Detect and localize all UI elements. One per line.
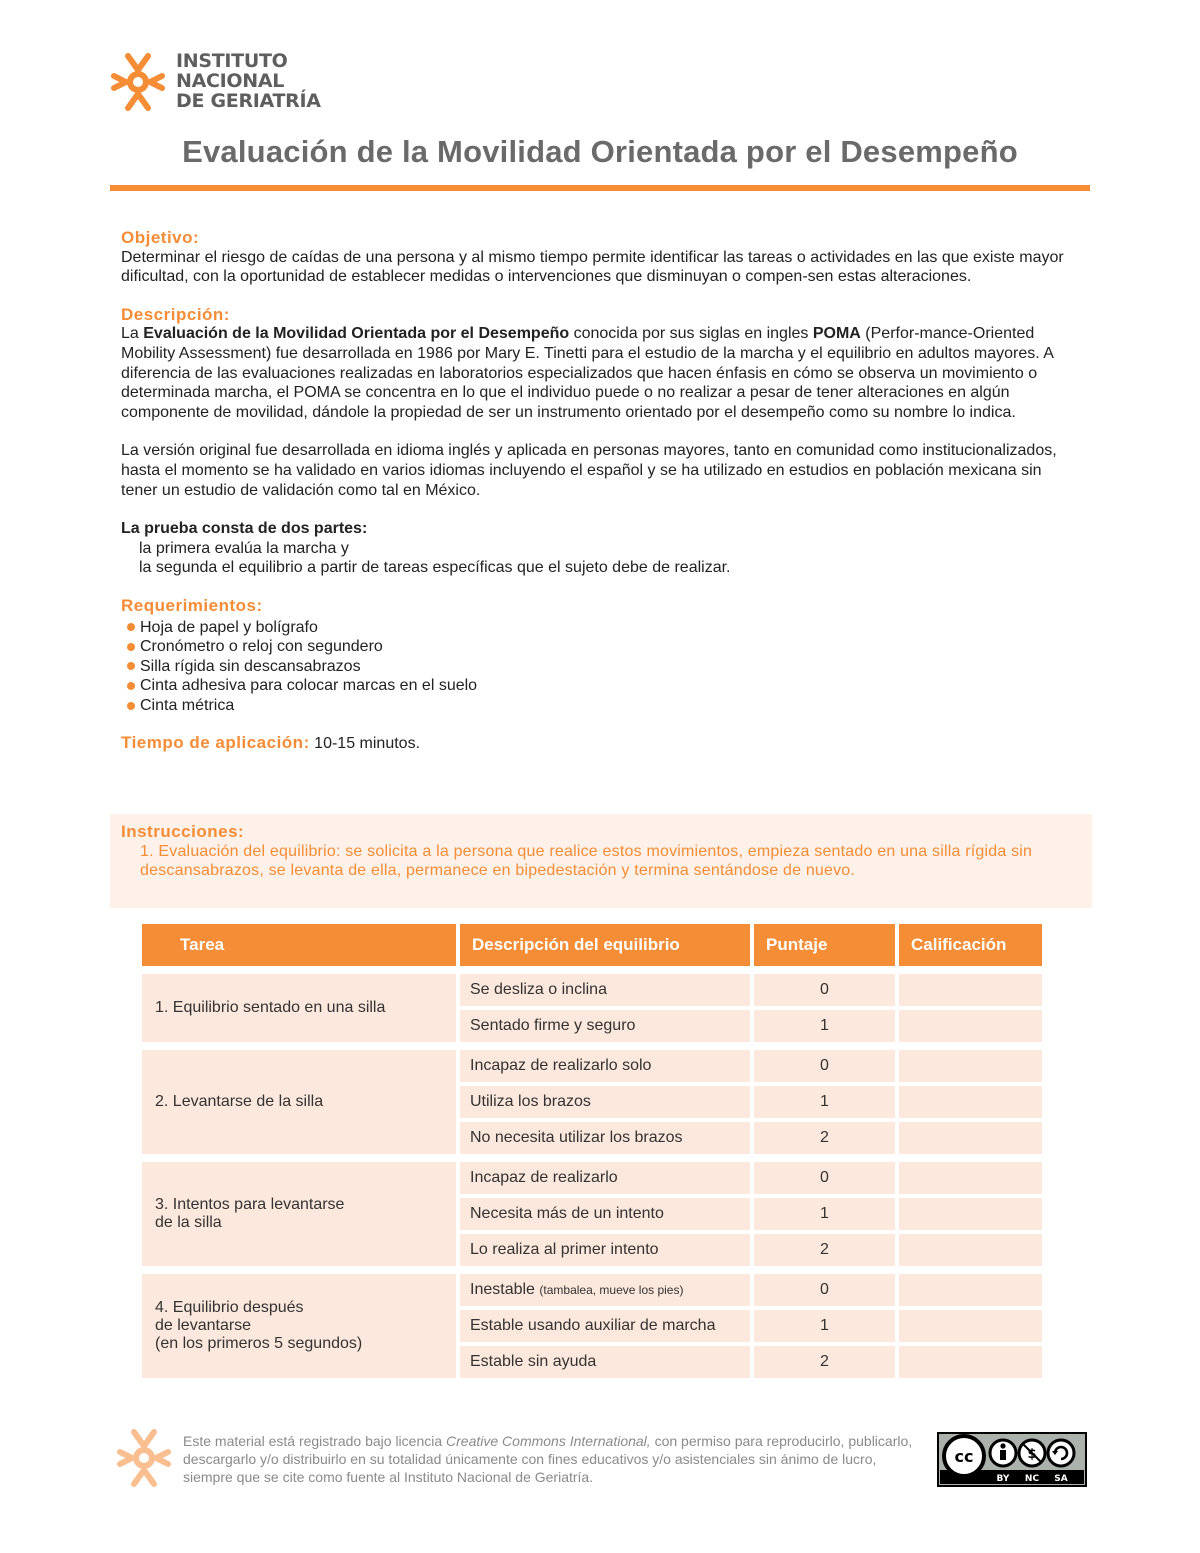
desc-cell: Lo realiza al primer intento — [460, 1234, 750, 1266]
desc-cell: Se desliza o inclina — [460, 974, 750, 1006]
task-name: 2. Levantarse de la silla — [155, 1093, 324, 1110]
grade-cell[interactable] — [899, 1346, 1042, 1378]
desc-cell: Sentado firme y seguro — [460, 1010, 750, 1042]
list-item-text: Hoja de papel y bolígrafo — [140, 618, 318, 636]
desc-p1-end: (Perfor-mance-Oriented Mobility Assessment) fue desarrollada en 1986 por Mary E. Tinetti para el estudio de la marcha y el equilibrio en adultos mayores. A diferencia de las evaluaciones realizadas en laboratorios especializados que hacen énfasis en cómo se observa un movimiento o determinada marcha, el POMA se concentra en lo que el individuo puede o no realizar a pesar de tener alteraciones en algún componente de movilidad, dándole la propiedad de ser un instrumento orientado por el desempeño como su nombre lo indica. — [121, 325, 1054, 421]
desc-cell: Utiliza los brazos — [460, 1086, 750, 1118]
partes-heading: La prueba consta de dos partes: — [121, 520, 368, 538]
bullet-icon — [127, 702, 135, 710]
desc-cell: Incapaz de realizarlo solo — [460, 1050, 750, 1082]
logo-line-1: INSTITUTO — [176, 50, 288, 72]
list-item — [127, 657, 1081, 677]
score-cell: 0 — [754, 1274, 895, 1306]
score-cell: 1 — [754, 1310, 895, 1342]
task-name-line: (en los primeros 5 segundos) — [155, 1335, 363, 1352]
page-title: Evaluación de la Movilidad Orientada por el Desempeño — [182, 134, 1018, 169]
desc-p1-mid: conocida por sus siglas en ingles — [569, 325, 813, 343]
cc-nc-label: NC — [1024, 1474, 1040, 1484]
cc-sa-label: SA — [1054, 1474, 1068, 1484]
table-row — [142, 974, 1042, 1006]
header-puntaje: Puntaje — [754, 924, 895, 966]
score-cell: 0 — [754, 1050, 895, 1082]
bullet-icon — [127, 662, 135, 670]
score-cell: 0 — [754, 974, 895, 1006]
desc-p1-poma: POMA — [812, 325, 861, 343]
logo-line-2: NACIONAL — [176, 70, 285, 92]
license-text-2: con permiso para reproducirlo, publicarlo, descargarlo y/o distribuirlo en su totalidad únicamente con fines educativos y/o asistenciales sin ánimo de lucro, siempre que se cite como fuente al Instituto Nacional de Geriatría. — [183, 1433, 913, 1485]
grade-cell[interactable] — [899, 1050, 1042, 1082]
score-cell: 2 — [754, 1346, 895, 1378]
requerimientos-section — [121, 596, 1081, 716]
license-text — [183, 1432, 928, 1486]
header-tarea: Tarea — [142, 924, 456, 966]
grade-cell[interactable] — [899, 1198, 1042, 1230]
desc-cell: Estable sin ayuda — [460, 1346, 750, 1378]
cc-by-nc-sa-badge-icon — [937, 1432, 1087, 1487]
list-item-text: Silla rígida sin descansabrazos — [140, 657, 361, 675]
equilibrio-table — [138, 920, 1046, 1382]
list-item — [127, 676, 1081, 696]
descripcion-heading: Descripción: — [121, 304, 230, 324]
institute-emblem-icon — [116, 1424, 172, 1492]
objetivo-text: Determinar el riesgo de caídas de una persona y al mismo tiempo permite identificar las tareas o actividades en las que existe mayor dificultad, con la oportunidad de establecer medidas o intervenciones que disminuyan o compen-sen estas alteraciones. — [121, 248, 1064, 286]
parte-2: la segunda el equilibrio a partir de tareas específicas que el sujeto debe de realizar. — [139, 559, 731, 577]
cc-label: cc — [954, 1447, 974, 1466]
bullet-icon — [127, 623, 135, 631]
score-cell: 2 — [754, 1234, 895, 1266]
grade-cell[interactable] — [899, 974, 1042, 1006]
grade-cell[interactable] — [899, 1234, 1042, 1266]
task-cell — [142, 974, 456, 1042]
bullet-icon — [127, 643, 135, 651]
list-item-text: Cinta adhesiva para colocar marcas en el suelo — [140, 677, 478, 695]
desc-cell: Estable usando auxiliar de marcha — [460, 1310, 750, 1342]
instrucciones-text: 1. Evaluación del equilibrio: se solicita a la persona que realice estos movimientos, empieza sentado en una silla rígida sin descansabrazos, se levanta de ella, permanece en bipedestación y termina sentándose de nuevo. — [140, 842, 1033, 880]
score-cell: 2 — [754, 1122, 895, 1154]
grade-cell[interactable] — [899, 1274, 1042, 1306]
institute-emblem-icon — [110, 48, 166, 116]
task-name-line: de levantarse — [155, 1317, 252, 1334]
list-item-text: Cronómetro o reloj con segundero — [140, 638, 383, 656]
descripcion-paragraph-1 — [121, 324, 1081, 422]
instrucciones-box — [110, 814, 1092, 908]
desc-note: (tambalea, mueve los pies) — [539, 1283, 684, 1297]
table-header-row — [142, 924, 1042, 966]
grade-cell[interactable] — [899, 1122, 1042, 1154]
title-divider — [110, 185, 1090, 191]
license-footer — [116, 1424, 1091, 1494]
list-item — [127, 696, 1081, 716]
list-item-text: Cinta métrica — [140, 696, 235, 714]
score-cell: 1 — [754, 1198, 895, 1230]
desc-p1-bold: Evaluación de la Movilidad Orientada por el Desempeño — [143, 325, 570, 343]
institute-logo — [110, 48, 321, 116]
requerimientos-list — [127, 618, 1081, 716]
table-row — [142, 1274, 1042, 1306]
task-cell — [142, 1162, 456, 1266]
svg-text:$: $ — [1027, 1447, 1037, 1462]
tiempo-value: 10-15 minutos. — [309, 735, 421, 753]
objetivo-heading: Objetivo: — [121, 228, 200, 247]
bullet-icon — [127, 682, 135, 690]
grade-cell[interactable] — [899, 1010, 1042, 1042]
desc-cell — [460, 1274, 750, 1306]
descripcion-section — [121, 305, 1081, 578]
task-name-line: de la silla — [155, 1214, 222, 1231]
desc-cell: Necesita más de un intento — [460, 1198, 750, 1230]
desc-text: Inestable — [470, 1281, 535, 1298]
score-cell: 1 — [754, 1086, 895, 1118]
grade-cell[interactable] — [899, 1310, 1042, 1342]
score-cell: 0 — [754, 1162, 895, 1194]
descripcion-paragraph-2: La versión original fue desarrollada en idioma inglés y aplicada en personas mayores, tanto en comunidad como institucionalizados, hasta el momento se ha validado en varios idiomas incluyendo el español y se ha utilizado en estudios en población mexicana sin tener un estudio de validación como tal en México. — [121, 442, 1057, 499]
objetivo-section — [121, 228, 1081, 287]
task-name-line: 4. Equilibrio después — [155, 1299, 304, 1316]
header-descripcion: Descripción del equilibrio — [460, 924, 750, 966]
table-row — [142, 1162, 1042, 1194]
task-name: 1. Equilibrio sentado en una silla — [155, 999, 386, 1016]
task-cell — [142, 1050, 456, 1154]
parte-1: la primera evalúa la marcha y — [139, 539, 349, 557]
list-item — [127, 637, 1081, 657]
task-cell — [142, 1274, 456, 1378]
header-calificacion: Calificación — [899, 924, 1042, 966]
tiempo-label: Tiempo de aplicación: — [121, 733, 310, 753]
grade-cell[interactable] — [899, 1162, 1042, 1194]
license-text-italic: Creative Commons International, — [446, 1433, 651, 1449]
score-cell: 1 — [754, 1010, 895, 1042]
desc-cell: No necesita utilizar los brazos — [460, 1122, 750, 1154]
requerimientos-heading: Requerimientos: — [121, 595, 263, 615]
desc-cell: Incapaz de realizarlo — [460, 1162, 750, 1194]
license-text-1: Este material está registrado bajo licencia — [183, 1433, 447, 1449]
cc-by-label: BY — [996, 1474, 1010, 1484]
instrucciones-heading: Instrucciones: — [121, 822, 245, 841]
list-item — [127, 618, 1081, 638]
task-name-line: 3. Intentos para levantarse — [155, 1196, 345, 1213]
desc-p1-start: La — [121, 325, 144, 343]
logo-line-3: DE GERIATRÍA — [176, 90, 321, 112]
table-row — [142, 1050, 1042, 1082]
document-body — [121, 228, 1081, 754]
grade-cell[interactable] — [899, 1086, 1042, 1118]
tiempo-section — [121, 733, 1081, 754]
